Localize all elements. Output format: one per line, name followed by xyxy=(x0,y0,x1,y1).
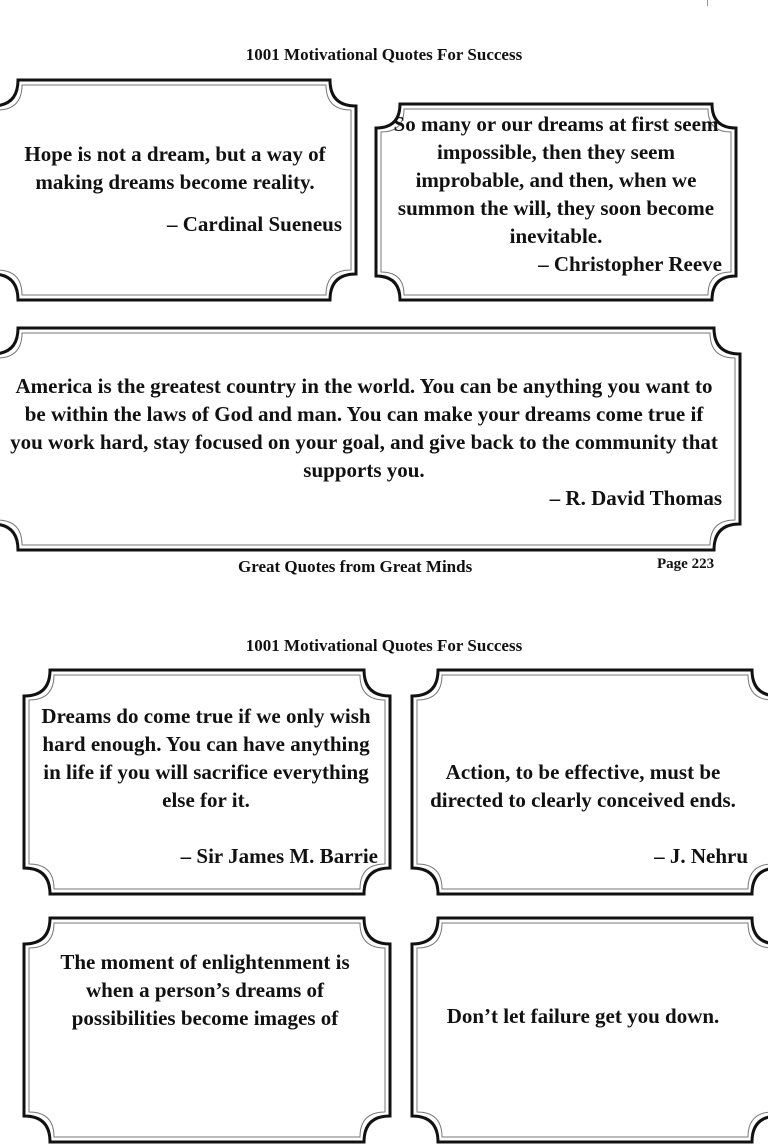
quote-text: So many or our dreams at first seem impossible, then they seem improbable, and then, when we summon the will, they soon become inevitable. xyxy=(393,112,719,248)
page-edge-mark xyxy=(707,0,708,6)
quote-card xyxy=(408,914,768,1146)
page-header: 1001 Motivational Quotes For Success xyxy=(245,636,523,655)
quote-text: Action, to be effective, must be directed to clearly conceived ends. xyxy=(430,760,736,812)
quote-author: – J. Nehru xyxy=(654,844,748,868)
quote-card xyxy=(0,324,744,554)
page-number: Page 223 xyxy=(657,556,715,572)
quote-text: Don’t let failure get you down. xyxy=(446,1004,720,1028)
quote-card xyxy=(408,666,768,898)
quote-author: – Christopher Reeve xyxy=(538,252,722,276)
quote-card xyxy=(372,100,740,304)
footer-title: Great Quotes from Great Minds xyxy=(238,557,473,576)
quote-author: – Cardinal Sueneus xyxy=(166,212,342,236)
quote-text: America is the greatest country in the world. You can be anything you want to be within the laws of God and man. You can make your dreams come true if you work hard, stay focused on your goal, and give back to the community that supports you. xyxy=(10,374,718,482)
quote-text: Dreams do come true if we only wish hard enough. You can have anything in life if you will sacrifice everything else for it. xyxy=(41,704,371,812)
quote-text: Hope is not a dream, but a way of making dreams become reality. xyxy=(24,142,326,194)
quote-author: – R. David Thomas xyxy=(549,486,722,510)
quote-author: – Sir James M. Barrie xyxy=(180,844,378,868)
quote-card xyxy=(20,914,394,1146)
page-header: 1001 Motivational Quotes For Success xyxy=(245,45,523,64)
quote-card xyxy=(20,666,394,898)
quote-text: The moment of enlightenment is when a person’s dreams of possibilities become images of xyxy=(60,950,350,1030)
quote-card xyxy=(0,76,360,304)
